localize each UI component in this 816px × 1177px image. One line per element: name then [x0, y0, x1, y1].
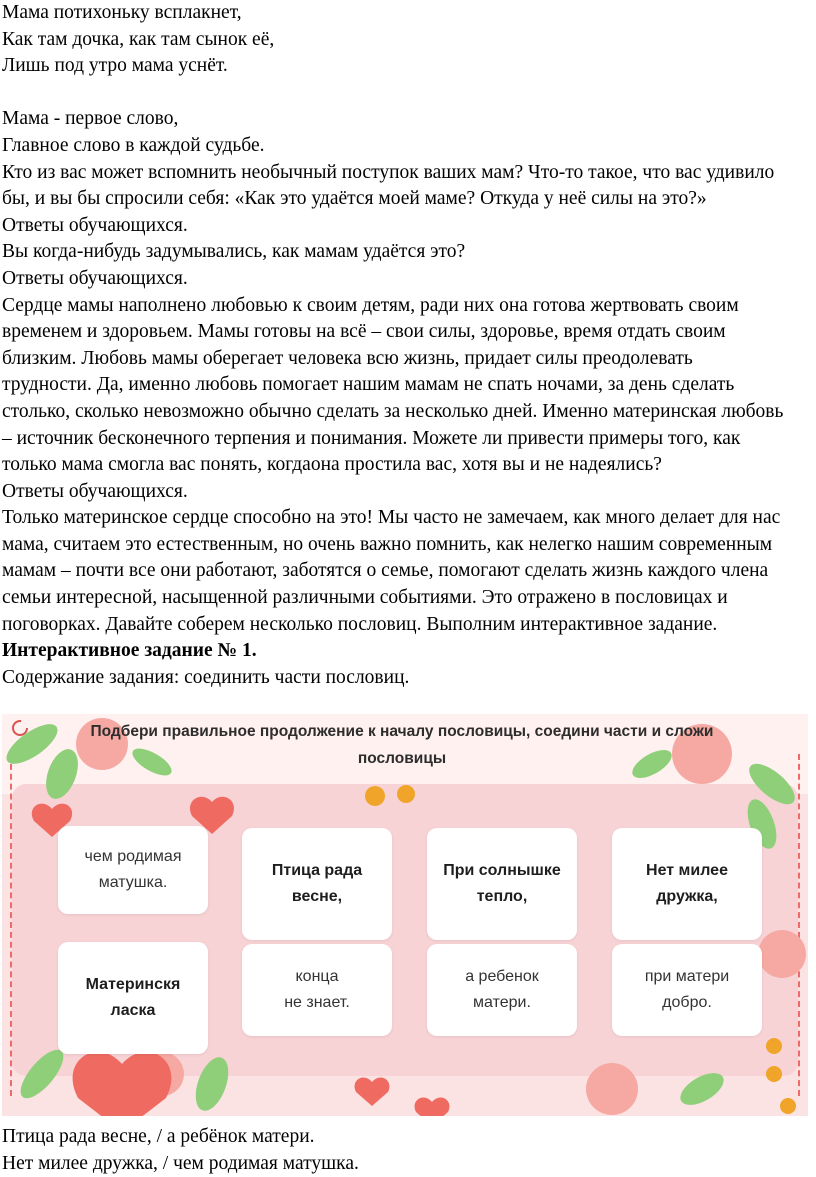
proverb-card[interactable]	[612, 828, 762, 940]
proverb-card[interactable]	[242, 944, 392, 1036]
paragraph-line: Сердце мамы наполнено любовью к своим детям, ради них она готова жертвовать своим	[2, 294, 739, 316]
reload-icon	[13, 721, 27, 735]
paragraph-line: близким. Любовь мамы оберегает человека всю жизнь, придает силы преодолевать	[2, 347, 693, 369]
paragraph-line: семьи интересной, насыщенной различными событиями. Это отражено в пословицах и	[2, 587, 728, 609]
stanza-gap	[2, 80, 814, 107]
document-text	[2, 0, 814, 691]
paragraph-line: только мама смогла вас понять, когдаона простила вас, хотя вы и не надеялись?	[2, 454, 662, 476]
paragraph-line: Только материнское сердце способно на это! Мы часто не замечаем, как много делает для нас	[2, 507, 781, 529]
paragraph-line: мамам – почти все они работают, заботятся о семье, помогают сделать жизнь каждого члена	[2, 560, 769, 582]
poem-line: Главное слово в каждой судьбе.	[2, 134, 265, 156]
paragraph-line: – источник бесконечного терпения и понимания. Можете ли привести примеры того, как	[2, 427, 741, 449]
results-text	[2, 1124, 814, 1177]
paragraph-line: столько, сколько невозможно обычно сделать за несколько дней. Именно материнская любовь	[2, 400, 784, 422]
paragraph-line: мама, считаем это естественным, но очень важно помнить, как нелегко нашим современным	[2, 533, 773, 555]
answers-label: Ответы обучающихся.	[2, 214, 188, 236]
poem-line: Мама - первое слово,	[2, 108, 179, 130]
proverb-card-text: При солнышке тепло,	[443, 862, 561, 905]
paragraph-line: трудности. Да, именно любовь помогает нашим мамам не спать ночами, за день сделать	[2, 374, 735, 396]
interactive-task-image	[2, 714, 808, 1116]
question-line: бы, и вы бы спросили себя: «Как это удаётся моей маме? Откуда у неё силы на это?»	[2, 188, 707, 210]
proverb-card-text: Нет милее дружка,	[646, 862, 728, 905]
proverb-card[interactable]	[58, 826, 208, 914]
proverb-card-text: чем родимая матушка.	[84, 848, 182, 891]
question-line: Вы когда-нибудь задумывались, как мамам удаётся это?	[2, 241, 466, 263]
answers-label: Ответы обучающихся.	[2, 267, 188, 289]
poem-line: Лишь под утро мама уснёт.	[2, 55, 228, 77]
proverb-card[interactable]	[242, 828, 392, 940]
proverb-card-text: Материнскя ласка	[85, 976, 181, 1019]
task-title: Подбери правильное продолжение к началу пословицы, соедини части и сложи пословицы	[90, 723, 714, 767]
poem-line: Мама потихоньку всплакнет,	[2, 2, 242, 23]
result-line: Птица рада весне, / а ребёнок матери.	[2, 1126, 315, 1147]
task-content: Содержание задания: соединить части пословиц.	[2, 666, 410, 688]
paragraph-line: временем и здоровьем. Мамы готовы на всё – свои силы, здоровье, время отдать своим	[2, 321, 726, 343]
result-line: Нет милее дружка, / чем родимая матушка.	[2, 1152, 359, 1174]
task-heading: Интерактивное задание № 1.	[2, 640, 257, 662]
poem-line: Как там дочка, как там сынок её,	[2, 28, 275, 50]
proverb-card[interactable]	[612, 944, 762, 1036]
proverb-card[interactable]	[427, 944, 577, 1036]
proverb-card[interactable]	[427, 828, 577, 940]
question-line: Кто из вас может вспомнить необычный поступок ваших мам? Что-то такое, что вас удивило	[2, 161, 775, 183]
paragraph-line: поговорках. Давайте соберем несколько пословиц. Выполним интерактивное задание.	[2, 613, 718, 635]
proverb-card-text: конца не знает.	[284, 968, 350, 1011]
proverb-card[interactable]	[58, 942, 208, 1054]
proverb-card-text: Птица рада весне,	[271, 862, 363, 905]
proverb-card-text: при матери добро.	[644, 968, 730, 1011]
proverb-card-text: а ребенок матери.	[465, 968, 539, 1011]
answers-label: Ответы обучающихся.	[2, 480, 188, 502]
